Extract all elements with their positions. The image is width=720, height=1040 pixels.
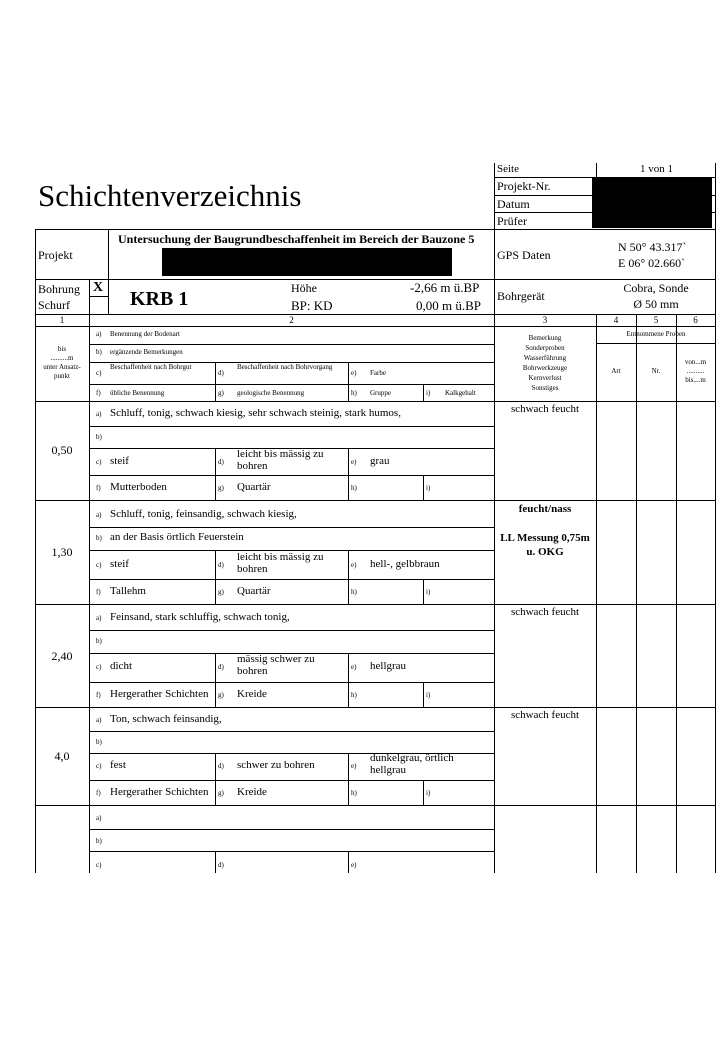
legend-letter: g) xyxy=(218,389,224,397)
row-letter: a) xyxy=(96,511,102,519)
hoehe-value: -2,66 m ü.BP xyxy=(410,280,480,295)
table-rule-horizontal xyxy=(35,604,716,605)
projekt-nr-label: Projekt-Nr. xyxy=(497,179,551,193)
layer-depth: 0,50 xyxy=(51,443,73,457)
legend-letter: e) xyxy=(351,369,357,377)
table-rule-horizontal xyxy=(35,229,716,230)
table-rule-vertical xyxy=(215,448,216,500)
row-letter: a) xyxy=(96,716,102,724)
table-rule-vertical xyxy=(596,314,597,873)
remarks-legend-3: Wasserführung xyxy=(523,354,567,362)
row-letter: f) xyxy=(96,484,101,492)
row-letter: b) xyxy=(96,433,102,441)
table-rule-horizontal xyxy=(89,344,494,345)
layer-depth: 1,30 xyxy=(51,545,73,559)
layer-water-note: schwach feucht xyxy=(510,606,580,618)
layer-geology: Quartär xyxy=(237,585,271,597)
page-title: Schichtenverzeichnis xyxy=(38,178,302,213)
layer-soil-type: Ton, schwach feinsandig, xyxy=(110,713,222,725)
row-letter: a) xyxy=(96,614,102,622)
table-rule-vertical xyxy=(215,550,216,604)
table-rule-horizontal xyxy=(35,326,716,327)
layer-common-name: Mutterboden xyxy=(110,481,167,493)
table-rule-horizontal xyxy=(89,682,494,683)
layer-remarks: an der Basis örtlich Feuerstein xyxy=(110,531,244,543)
row-letter: e) xyxy=(351,762,357,770)
table-rule-vertical xyxy=(596,163,597,177)
row-letter: c) xyxy=(96,561,102,569)
row-letter: h) xyxy=(351,789,357,797)
legend-e: Farbe xyxy=(370,369,386,377)
row-letter: d) xyxy=(218,458,224,466)
legend-letter: b) xyxy=(96,348,102,356)
column-number-4: 4 xyxy=(613,315,619,325)
row-letter: d) xyxy=(218,762,224,770)
legend-b: ergänzende Bemerkungen xyxy=(110,348,183,356)
redacted-block xyxy=(162,248,452,276)
row-letter: g) xyxy=(218,691,224,699)
table-rule-vertical xyxy=(494,163,495,873)
row-letter: c) xyxy=(96,762,102,770)
layer-common-name: Hergerather Schichten xyxy=(110,688,209,700)
row-letter: d) xyxy=(218,861,224,869)
table-rule-horizontal xyxy=(89,527,494,528)
layer-geology: Quartär xyxy=(237,481,271,493)
legend-i: Kalkgehalt xyxy=(445,389,476,397)
row-letter: g) xyxy=(218,588,224,596)
column-number-5: 5 xyxy=(653,315,659,325)
depth-legend-2: ..........m xyxy=(50,354,74,362)
layer-water-note: schwach feucht xyxy=(510,709,580,721)
layer-drilling: leicht bis mässig zu bohren xyxy=(237,448,324,472)
row-letter: b) xyxy=(96,837,102,845)
layer-drilling: mässig schwer zu bohren xyxy=(237,653,315,677)
table-rule-horizontal xyxy=(35,707,716,708)
table-rule-vertical xyxy=(423,682,424,707)
hoehe-label: Höhe xyxy=(291,281,317,295)
layer-consistency: steif xyxy=(110,455,129,467)
row-letter: i) xyxy=(426,691,431,699)
layer-soil-type: Schluff, tonig, schwach kiesig, sehr schwach steinig, stark humos, xyxy=(110,407,401,419)
bohrgeraet-diameter: Ø 50 mm xyxy=(633,297,679,311)
bohrung-checkbox-mark: X xyxy=(93,280,104,295)
table-rule-vertical xyxy=(108,229,109,279)
remarks-legend-4: Bohrwerkzeuge xyxy=(522,364,568,372)
table-rule-horizontal xyxy=(89,475,494,476)
table-rule-horizontal xyxy=(596,343,716,344)
table-rule-vertical xyxy=(348,653,349,707)
gps-label: GPS Daten xyxy=(497,248,551,262)
column-number-6: 6 xyxy=(693,315,698,325)
gps-east: E 06° 02.660` xyxy=(618,256,686,270)
remarks-legend-1: Bemerkung xyxy=(528,334,562,342)
gps-north: N 50° 43.317` xyxy=(618,240,687,254)
row-letter: b) xyxy=(96,738,102,746)
row-letter: b) xyxy=(96,637,102,645)
layer-drilling: schwer zu bohren xyxy=(237,759,315,771)
layer-water-note: schwach feucht xyxy=(510,403,580,415)
row-letter: f) xyxy=(96,588,101,596)
row-letter: i) xyxy=(426,484,431,492)
layer-soil-type: Schluff, tonig, feinsandig, schwach kiesig, xyxy=(110,508,297,520)
row-letter: c) xyxy=(96,663,102,671)
row-letter: d) xyxy=(218,561,224,569)
column-number-1: 1 xyxy=(59,315,65,325)
table-rule-horizontal xyxy=(89,731,494,732)
layer-color: hell-, gelbbraun xyxy=(370,558,440,570)
table-rule-horizontal xyxy=(89,579,494,580)
table-rule-vertical xyxy=(348,448,349,500)
row-letter: b) xyxy=(96,534,102,542)
row-letter: e) xyxy=(351,561,357,569)
proben-legend: Entnommene Proben xyxy=(626,330,686,338)
pruefer-label: Prüfer xyxy=(497,214,527,228)
table-rule-horizontal xyxy=(89,296,108,297)
table-rule-vertical xyxy=(348,753,349,805)
legend-d: Beschaffenheit nach Bohrvorgang xyxy=(237,363,333,371)
layer-consistency: dicht xyxy=(110,660,132,672)
redacted-block xyxy=(592,178,712,228)
seite-value: 1 von 1 xyxy=(640,163,673,175)
table-rule-vertical xyxy=(348,550,349,604)
table-rule-vertical xyxy=(215,362,216,401)
layer-geology: Kreide xyxy=(237,786,267,798)
layer-common-name: Hergerather Schichten xyxy=(110,786,209,798)
layer-water-note: feucht/nass xyxy=(518,503,572,515)
row-letter: e) xyxy=(351,861,357,869)
table-rule-vertical xyxy=(423,579,424,604)
row-letter: c) xyxy=(96,458,102,466)
layer-color: hellgrau xyxy=(370,660,407,672)
table-rule-vertical xyxy=(215,851,216,873)
layer-color: dunkelgrau, örtlich hellgrau xyxy=(370,752,454,776)
row-letter: d) xyxy=(218,663,224,671)
table-rule-vertical xyxy=(215,753,216,805)
layer-geology: Kreide xyxy=(237,688,267,700)
legend-a: Benennung der Bodenart xyxy=(110,330,180,338)
remarks-legend-6: Sonstiges xyxy=(531,384,559,392)
table-rule-vertical xyxy=(423,384,424,401)
table-rule-horizontal xyxy=(89,829,494,830)
depth-legend-3: unter Ansatz- xyxy=(43,363,81,371)
proben-bis-legend: bis....m xyxy=(685,376,706,384)
layer-drilling: leicht bis mässig zu bohren xyxy=(237,551,324,575)
bohrung-id: KRB 1 xyxy=(130,288,189,310)
table-rule-horizontal xyxy=(35,401,716,402)
layer-consistency: fest xyxy=(110,759,126,771)
legend-letter: d) xyxy=(218,369,224,377)
row-letter: i) xyxy=(426,789,431,797)
table-rule-horizontal xyxy=(35,805,716,806)
layer-color: grau xyxy=(370,455,390,467)
table-rule-vertical xyxy=(348,851,349,873)
row-letter: e) xyxy=(351,458,357,466)
water-level-note: LL Messung 0,75m u. OKG xyxy=(500,532,590,559)
row-letter: h) xyxy=(351,588,357,596)
table-rule-vertical xyxy=(215,653,216,707)
projekt-label: Projekt xyxy=(38,248,73,262)
legend-letter: h) xyxy=(351,389,357,397)
proben-nr-legend: Nr. xyxy=(651,367,661,375)
row-letter: e) xyxy=(351,663,357,671)
layer-consistency: steif xyxy=(110,558,129,570)
legend-letter: f) xyxy=(96,389,101,397)
layer-common-name: Tallehm xyxy=(110,585,146,597)
table-rule-vertical xyxy=(636,314,637,873)
row-letter: i) xyxy=(426,588,431,596)
table-rule-vertical xyxy=(715,163,716,873)
layer-depth: 2,40 xyxy=(51,649,73,663)
legend-letter: a) xyxy=(96,330,102,338)
table-rule-horizontal xyxy=(89,426,494,427)
row-letter: c) xyxy=(96,861,102,869)
seite-label: Seite xyxy=(497,163,519,175)
table-rule-horizontal xyxy=(89,851,494,852)
row-letter: g) xyxy=(218,484,224,492)
legend-h: Gruppe xyxy=(370,389,391,397)
column-number-3: 3 xyxy=(542,315,548,325)
remarks-legend-2: Sonderproben xyxy=(525,344,565,352)
row-letter: f) xyxy=(96,691,101,699)
depth-legend-4: punkt xyxy=(54,372,70,380)
row-letter: h) xyxy=(351,484,357,492)
table-rule-vertical xyxy=(676,314,677,873)
legend-letter: i) xyxy=(426,389,431,397)
datum-label: Datum xyxy=(497,197,530,211)
table-rule-horizontal xyxy=(89,780,494,781)
table-rule-vertical xyxy=(423,780,424,805)
table-rule-vertical xyxy=(423,475,424,500)
row-letter: h) xyxy=(351,691,357,699)
bohrgeraet-value: Cobra, Sonde xyxy=(623,281,689,295)
table-rule-vertical xyxy=(89,314,90,873)
table-rule-horizontal xyxy=(89,384,494,385)
layer-depth: 4,0 xyxy=(54,749,70,763)
table-rule-horizontal xyxy=(35,500,716,501)
table-rule-vertical xyxy=(348,362,349,401)
legend-g: geologische Benennung xyxy=(237,389,305,397)
legend-f: übliche Benennung xyxy=(110,389,165,397)
bohrung-label: Bohrung xyxy=(38,282,80,296)
schurf-label: Schurf xyxy=(38,298,70,312)
bp-label: BP: KD xyxy=(291,298,333,313)
table-rule-vertical xyxy=(108,279,109,314)
layer-soil-type: Feinsand, stark schluffig, schwach tonig, xyxy=(110,611,290,623)
table-rule-horizontal xyxy=(89,630,494,631)
column-number-2: 2 xyxy=(289,315,294,325)
remarks-legend-5: Kernverlust xyxy=(528,374,562,382)
legend-c: Beschaffenheit nach Bohrgut xyxy=(110,363,192,371)
row-letter: a) xyxy=(96,410,102,418)
legend-letter: c) xyxy=(96,369,102,377)
row-letter: f) xyxy=(96,789,101,797)
table-rule-horizontal xyxy=(35,279,716,280)
project-title: Untersuchung der Baugrundbeschaffenheit im Bereich der Bauzone 5 xyxy=(118,232,475,246)
proben-dots-legend: .......... xyxy=(686,367,705,375)
bohrgeraet-label: Bohrgerät xyxy=(497,289,545,303)
bp-value: 0,00 m ü.BP xyxy=(416,298,482,313)
proben-art-legend: Art xyxy=(611,367,621,375)
row-letter: g) xyxy=(218,789,224,797)
depth-legend-1: bis xyxy=(57,345,67,353)
proben-von-legend: von...m xyxy=(684,358,707,366)
row-letter: a) xyxy=(96,814,102,822)
